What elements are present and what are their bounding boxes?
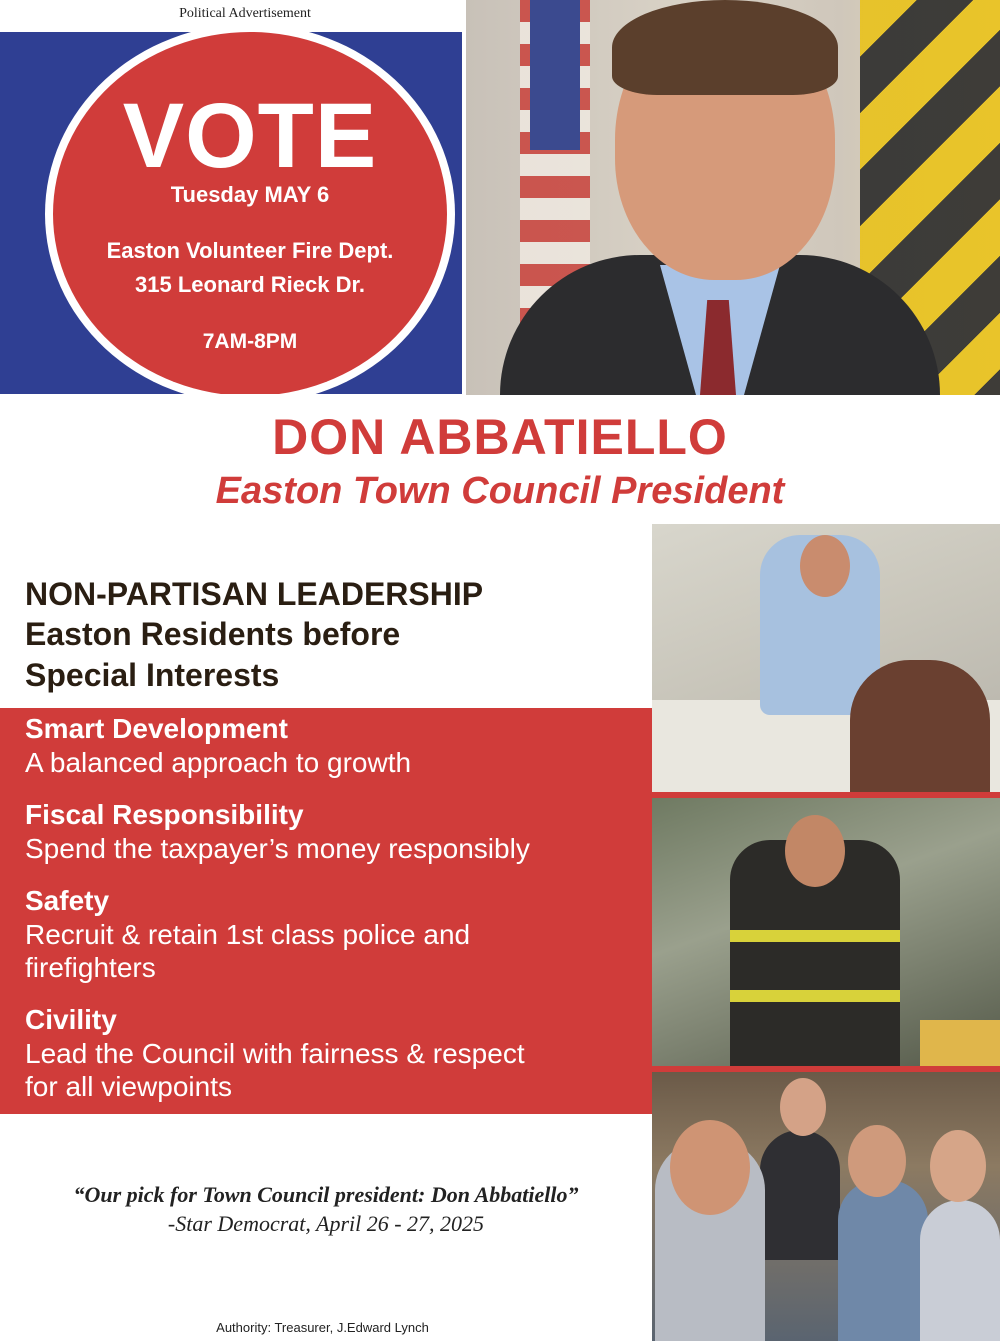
family-member-head xyxy=(780,1078,826,1136)
priority-description-cont: for all viewpoints xyxy=(25,1071,232,1102)
priority-item xyxy=(25,712,411,779)
vote-badge-panel xyxy=(0,32,462,394)
reflective-stripe xyxy=(730,930,900,942)
reflective-stripe xyxy=(730,990,900,1002)
authority-line: Authority: Treasurer, J.Edward Lynch xyxy=(216,1320,429,1335)
polling-hours: 7AM-8PM xyxy=(202,330,298,353)
candidate-name: DON ABBATIELLO xyxy=(272,409,728,465)
candidate-office: Easton Town Council President xyxy=(215,470,785,512)
endorsement-source: -Star Democrat, April 26 - 27, 2025 xyxy=(167,1211,485,1236)
classroom-teacher-head xyxy=(800,535,850,597)
priority-item xyxy=(25,884,470,984)
leadership-tagline-1: Easton Residents before xyxy=(25,616,401,652)
family-member-body xyxy=(920,1200,1000,1341)
priorities-panel xyxy=(0,708,652,1114)
polling-location: Easton Volunteer Fire Dept. xyxy=(106,238,394,263)
priority-heading: Civility xyxy=(25,1004,117,1035)
vote-title: VOTE xyxy=(122,85,378,187)
firefighter-head xyxy=(785,815,845,887)
family-member-head xyxy=(848,1125,906,1197)
family-member-body xyxy=(760,1130,840,1260)
family-member-head xyxy=(670,1120,750,1215)
us-flag-canton xyxy=(530,0,580,150)
priority-heading: Safety xyxy=(25,885,110,916)
family-member-head xyxy=(930,1130,986,1202)
priority-description: Lead the Council with fairness & respect xyxy=(25,1038,525,1069)
leadership-tagline-2: Special Interests xyxy=(25,657,280,693)
vote-badge-circle xyxy=(53,32,447,394)
leadership-heading: NON-PARTISAN LEADERSHIP xyxy=(25,576,484,612)
priority-heading: Fiscal Responsibility xyxy=(25,799,304,830)
election-date: Tuesday MAY 6 xyxy=(170,182,330,207)
family-member-body xyxy=(838,1180,928,1341)
priority-description: A balanced approach to growth xyxy=(25,747,412,778)
priority-item xyxy=(25,798,530,865)
priority-item xyxy=(25,1003,525,1103)
portrait-hair xyxy=(612,0,838,95)
polling-address: 315 Leonard Rieck Dr. xyxy=(135,272,365,297)
priority-description: Spend the taxpayer’s money responsibly xyxy=(25,833,530,864)
fire-hose xyxy=(920,1020,1000,1066)
political-ad-label: Political Advertisement xyxy=(179,6,311,21)
priority-heading: Smart Development xyxy=(25,713,288,744)
classroom-student xyxy=(850,660,990,792)
priority-description: Recruit & retain 1st class police and xyxy=(25,919,471,950)
priority-description-cont: firefighters xyxy=(25,952,156,983)
endorsement-quote: “Our pick for Town Council president: Don Abbatiello” xyxy=(73,1182,579,1207)
vote-badge-ring xyxy=(45,32,455,394)
